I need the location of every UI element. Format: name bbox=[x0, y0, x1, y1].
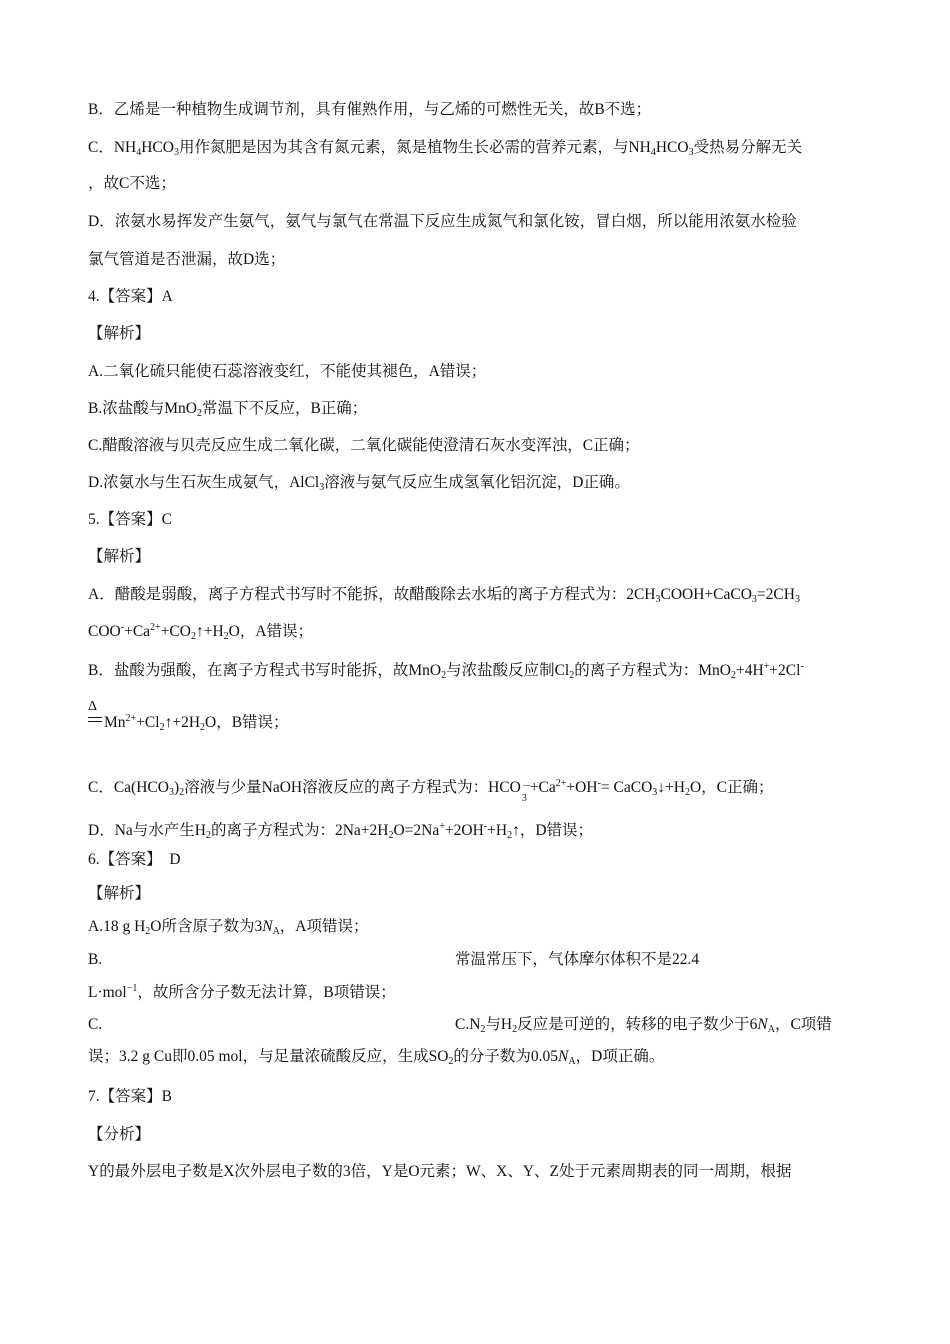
equals-bar-bottom bbox=[88, 721, 102, 722]
text-line: C.醋酸溶液与贝壳反应生成二氧化碳，二氧化碳能使澄清石灰水变浑浊，C正确； bbox=[88, 437, 640, 454]
text-line: $COO^-+Ca^{2+}+CO_2↑+H_2O$，A错误； bbox=[88, 622, 314, 642]
answer-heading: 6.【答案】 D bbox=[88, 851, 181, 868]
text-line: D．Na与水产生$H_2$的离子方程式为：$2Na+2H_2O=2Na^++2OH^-+H_2↑$，D错误； bbox=[88, 821, 594, 841]
text-line: B. 常温常压下，气体摩尔体积不是22.4 bbox=[88, 951, 700, 968]
text-line: L·mol$^{-1}$，故所含分子数无法计算，B项错误； bbox=[88, 983, 396, 1001]
text-line: ，故C不选； bbox=[88, 175, 176, 192]
heat-symbol: Δ bbox=[88, 699, 98, 714]
text-line: D．浓氨水易挥发产生氨气，氨气与氯气在常温下反应生成氮气和氯化铵，冒白烟，所以能用浓氨水检验 bbox=[88, 213, 797, 230]
text-line: B．盐酸为强酸，在离子方程式书写时能拆，故MnO$_2$与浓盐酸反应制$Cl_2$的离子方程式为：MnO$_2$+4H++2Cl- bbox=[88, 661, 804, 681]
text-line: D.浓氨水与生石灰生成氨气，AlCl$_3$溶液与氨气反应生成氢氧化铝沉淀，D正确。 bbox=[88, 474, 630, 493]
analysis-heading: 【解析】 bbox=[88, 548, 151, 565]
text-line: $Mn^{2+}+Cl_2↑+2H_2O$，B错误； bbox=[104, 713, 289, 733]
text-line: A．醋酸是弱酸，离子方程式书写时不能拆，故醋酸除去水垢的离子方程式为：$2CH_3COOH+CaCO_3=2CH_3$ bbox=[88, 586, 800, 605]
text-line: B.浓盐酸与MnO$_2$常温下不反应，B正确； bbox=[88, 400, 368, 419]
text-line: 氯气管道是否泄漏，故D选； bbox=[88, 251, 286, 268]
answer-heading: 4.【答案】A bbox=[88, 288, 173, 305]
text-line: A.18 g $H_2O$所含原子数为$3N_A$，A项错误； bbox=[88, 918, 369, 937]
text-line: C．$Ca(HCO_3)_2$溶液与少量NaOH溶液反应的离子方程式为：HCO － 3 $+Ca^{2+}+OH^-=$ $CaCO_3↓+H_2O$，C正确； bbox=[88, 778, 774, 804]
text-line: Y的最外层电子数是X次外层电子数的3倍，Y是O元素；W、X、Y、Z处于元素周期表的同一周期，根据 bbox=[88, 1163, 792, 1180]
analysis-heading: 【分析】 bbox=[88, 1126, 151, 1143]
answer-heading: 7.【答案】B bbox=[88, 1088, 172, 1105]
text-line: 误；3.2 g Cu即0.05 mol，与足量浓硫酸反应，生成$SO_2$的分子数为$0.05N_A$，D项正确。 bbox=[88, 1048, 665, 1067]
analysis-heading: 【解析】 bbox=[88, 325, 151, 342]
text-line: A.二氧化硫只能使石蕊溶液变红，不能使其褪色，A错误； bbox=[88, 363, 487, 380]
charge-stack: － 3 bbox=[521, 781, 532, 804]
text-line: C. $C.N_2$与$H_2$反应是可逆的，转移的电子数少于$6N_A$，C项错 bbox=[88, 1016, 832, 1035]
answer-heading: 5.【答案】C bbox=[88, 511, 172, 528]
text-line: B．乙烯是一种植物生成调节剂，具有催熟作用，与乙烯的可燃性无关，故B不选； bbox=[88, 101, 652, 118]
analysis-heading: 【解析】 bbox=[88, 885, 151, 902]
text-line: C．$NH_4HCO_3$用作氮肥是因为其含有氮元素，氮是植物生长必需的营养元素，与$NH_4HCO_3$受热易分解无关 bbox=[88, 139, 803, 158]
equals-bar-top bbox=[88, 717, 102, 718]
